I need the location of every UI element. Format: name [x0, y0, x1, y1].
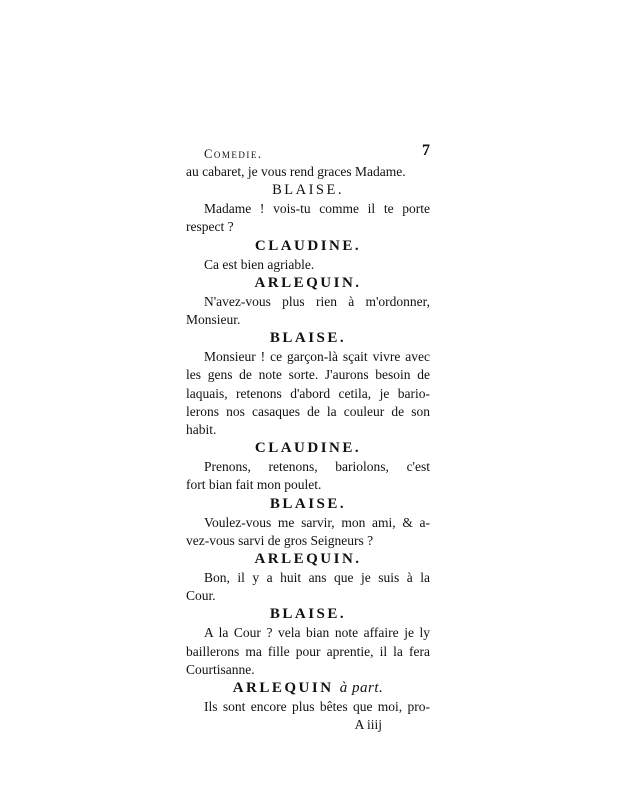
speech-line: lerons nos casaques de la couleur de son — [186, 403, 430, 419]
speech-line: Ca est bien agriable. — [204, 256, 315, 272]
page-number: 7 — [422, 142, 430, 159]
speech-line: habit. — [186, 422, 217, 438]
speaker-heading: BLAISE. — [269, 330, 347, 347]
speaker-heading: CLAUDINE. — [254, 237, 362, 254]
speech-line: les gens de note sorte. J'aurons besoin de — [186, 367, 430, 383]
page-text-block — [186, 142, 430, 734]
speaker-heading: ARLEQUIN. — [254, 274, 362, 291]
speech-line: Ils sont encore plus bêtes que moi, pro- — [204, 699, 430, 715]
speech-line: Monsieur ! ce garçon-là sçait vivre avec — [204, 349, 430, 365]
speech-line: Voulez-vous me sarvir, mon ami, & a- — [204, 514, 430, 530]
speech-line: fort bian fait mon poulet. — [186, 477, 322, 493]
speaker-heading: BLAISE. — [272, 182, 344, 199]
speech-line: respect ? — [186, 219, 234, 235]
stage-direction: à part. — [339, 680, 384, 697]
signature-mark: A iiij — [354, 717, 382, 733]
speech-line: baillerons ma fille pour aprentie, il la fera — [186, 643, 430, 659]
speaker-name: ARLEQUIN — [232, 680, 334, 697]
speaker-heading: BLAISE. — [269, 495, 347, 512]
speech-line: Bon, il y a huit ans que je suis à la — [204, 570, 430, 586]
speaker-heading: ARLEQUIN. — [254, 551, 362, 568]
speaker-heading: BLAISE. — [269, 606, 347, 623]
speaker-heading — [186, 679, 430, 698]
speaker-heading: CLAUDINE. — [254, 440, 362, 457]
running-head — [186, 142, 430, 163]
speech-line: Monsieur. — [186, 312, 241, 328]
speech-line: Cour. — [186, 588, 216, 604]
running-title: Comedie. — [204, 147, 263, 161]
speech-line: Madame ! vois-tu comme il te porte — [204, 201, 430, 217]
speech-line: au cabaret, je vous rend graces Madame. — [186, 164, 406, 179]
speech-line: laquais, retenons d'abord cetila, je bario- — [186, 385, 430, 401]
speech-line: vez-vous sarvi de gros Seigneurs ? — [186, 532, 374, 548]
speech-line: Prenons, retenons, bariolons, c'est — [204, 459, 430, 475]
speech-line: A la Cour ? vela bian note affaire je ly — [204, 625, 430, 641]
speech-line: Courtisanne. — [186, 661, 255, 677]
speech-line: N'avez-vous plus rien à m'ordonner, — [204, 293, 430, 309]
